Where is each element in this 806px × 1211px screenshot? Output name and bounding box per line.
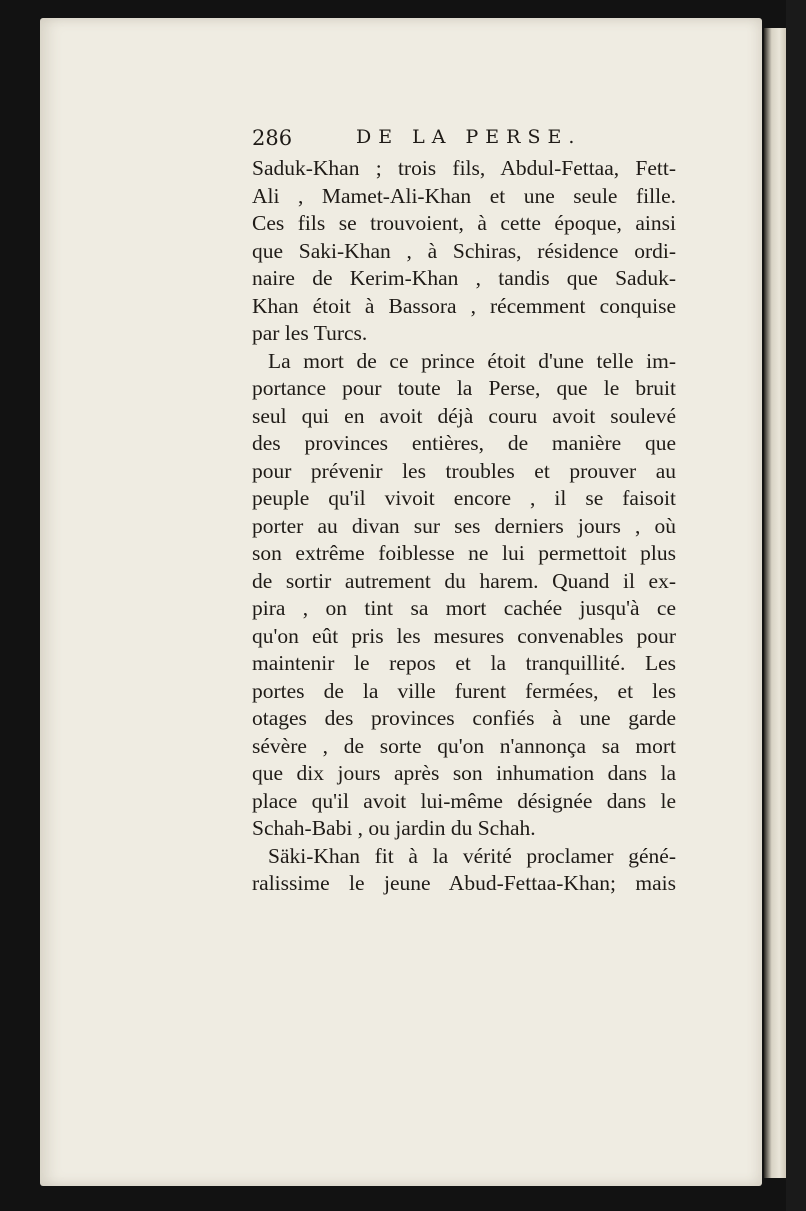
text-line: Ces fils se trouvoient, à cette époque, ainsi [252,211,676,235]
body-text [252,155,676,898]
text-line: que Saki-Khan , à Schiras, résidence ordi- [252,238,676,263]
text-line: Khan étoit à Bassora , récemment conquise [252,293,676,318]
text-line: de sortir autrement du harem. Quand il ex- [252,568,676,593]
text-line: Saduk-Khan ; trois fils, Abdul-Fettaa, Fett- [252,156,676,180]
text-line: pira , on tint sa mort cachée jusqu'à ce [252,596,676,620]
text-line: Säki-Khan fit à la vérité proclamer géné- [268,843,676,868]
text-line: naire de Kerim-Khan , tandis que Saduk- [252,266,676,290]
text-line: place qu'il avoit lui-même désignée dans le [252,788,676,813]
background-strip [786,0,806,1211]
text-line: seul qui en avoit déjà couru avoit soulevé [252,403,676,428]
text-line: peuple qu'il vivoit encore , il se faisoit [252,486,676,510]
running-title: DE LA PERSE. [356,126,582,148]
page-number: 286 [252,126,293,150]
next-page-edge [764,28,786,1178]
text-line: Ali , Mamet-Ali-Khan et une seule fille. [252,183,676,208]
text-line: qu'on eût pris les mesures convenables pour [252,623,676,648]
text-line: que dix jours après son inhumation dans la [252,761,676,785]
text-line: portance pour toute la Perse, que le bruit [252,376,676,400]
text-line: porter au divan sur ses derniers jours , où [252,513,676,538]
text-line: La mort de ce prince étoit d'une telle im- [268,348,676,373]
text-line: son extrême foiblesse ne lui permettoit plus [252,541,676,565]
running-header [252,126,682,156]
text-line: portes de la ville furent fermées, et les [252,678,676,703]
text-line: pour prévenir les troubles et prouver au [252,458,676,483]
text-line: maintenir le repos et la tranquillité. Les [252,651,676,675]
text-line: sévère , de sorte qu'on n'annonça sa mort [252,733,676,758]
text-line: des provinces entières, de manière que [252,431,676,455]
text-line: otages des provinces confiés à une garde [252,706,676,730]
text-line: ralissime le jeune Abud-Fettaa-Khan; mais [252,871,676,895]
text-line: par les Turcs. [252,321,368,345]
text-line: Schah-Babi , ou jardin du Schah. [252,816,536,840]
